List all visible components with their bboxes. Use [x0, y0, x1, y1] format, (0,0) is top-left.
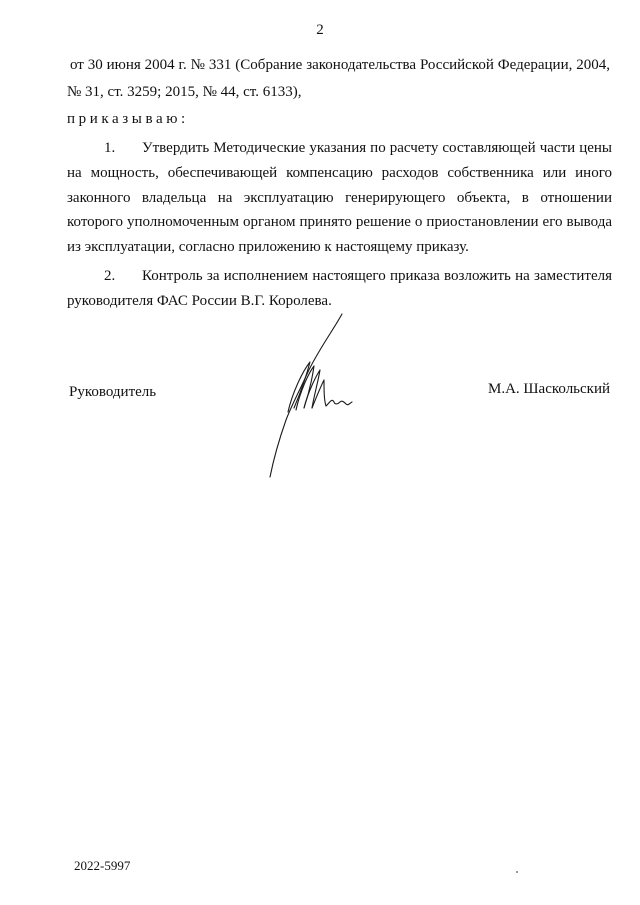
signature-position: Руководитель	[69, 384, 157, 400]
orders-word: приказываю:	[67, 111, 189, 127]
item-2-line-1: Контроль за исполнением настоящего приказа возложить на заместителя	[142, 268, 612, 284]
item-1-line-3: законного владельца на эксплуатацию генерирующего объекта, в отношении	[67, 190, 612, 206]
item-2-line-2: руководителя ФАС России В.Г. Королева.	[67, 293, 332, 309]
intro-line-2: № 31, ст. 3259; 2015, № 44, ст. 6133),	[67, 84, 302, 100]
intro-line-1: от 30 июня 2004 г. № 331 (Собрание законодательства Российской Федерации, 2004,	[70, 57, 610, 73]
item-1-number: 1.	[104, 140, 116, 156]
handwritten-signature	[262, 312, 362, 480]
page-number: 2	[316, 22, 324, 38]
item-2-number: 2.	[104, 268, 116, 284]
item-1-line-4: которого уполномоченным органом принято решение о приостановлении его вывода	[67, 214, 612, 230]
footer-code: 2022-5997	[74, 858, 131, 873]
item-1-line-2: на мощность, обеспечивающей компенсацию расходов собственника или иного	[67, 165, 612, 181]
signature-name: М.А. Шаскольский	[488, 381, 611, 397]
item-1-line-1: Утвердить Методические указания по расчету составляющей части цены	[142, 140, 612, 156]
scan-speck	[516, 871, 518, 873]
item-1-line-5: из эксплуатации, согласно приложению к настоящему приказу.	[67, 239, 469, 255]
